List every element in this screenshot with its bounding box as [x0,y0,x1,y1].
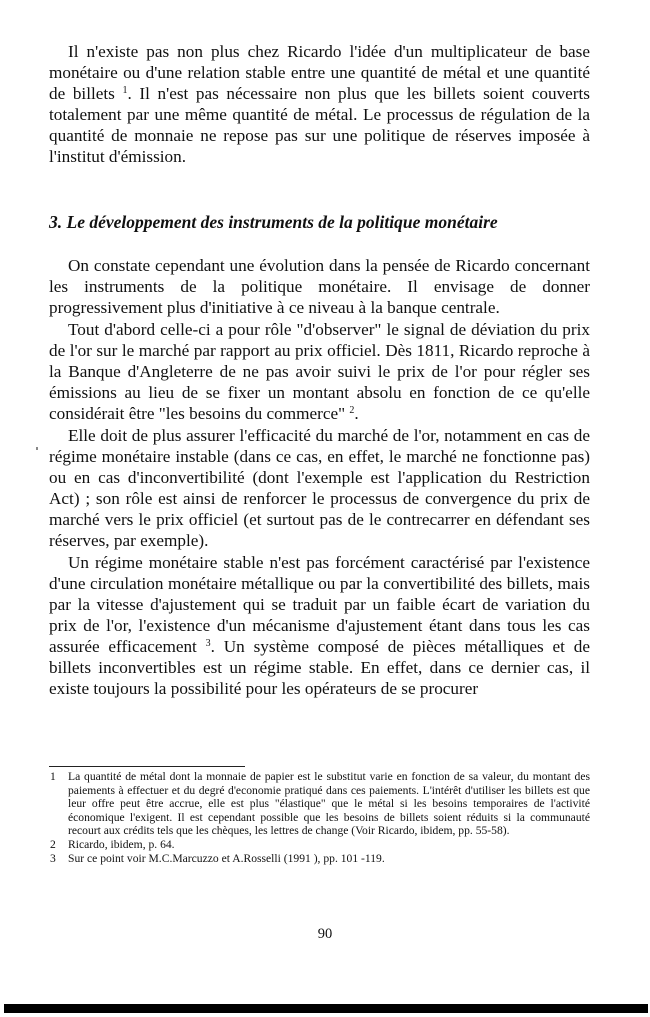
section-heading: 3. Le développement des instruments de la politique monétaire [49,212,498,232]
page-number: 90 [317,926,333,942]
paragraph-text: . [354,404,359,423]
paragraph-text: . Il n'est pas nécessaire non plus que les billets soient couverts totalement par une même quantité de métal. Le processus de régulation de la quantité de monnaie ne repose pas sur une politique de réserves imposée à l'institut d'émission. [49,84,590,166]
paragraph: Elle doit de plus assurer l'efficacité du marché de l'or, notamment en cas de régime monétaire instable (dans ce cas, en effet, le marché ne fonctionne pas) ou en cas d'inconvertibilité (dont l'exemple est l'application du Restriction Act) ; son rôle est ainsi de renforcer le processus de convergence du prix de marché vers le prix officiel (et surtout pas de le contrecarrer en défendant ses réserves, par exemple). [49,426,590,550]
footnotes [49,770,590,865]
paragraph: On constate cependant une évolution dans la pensée de Ricardo concernant les instruments de la politique monétaire. Il envisage de donner progressivement plus d'initiative à ce niveau à la banque centrale. [49,256,590,317]
scan-edge-bar [4,1004,648,1013]
footnote-text: Sur ce point voir M.C.Marcuzzo et A.Rosselli (1991 ), pp. 101 -119. [68,851,385,865]
paragraph [49,319,590,424]
paragraph-text: Un régime monétaire stable n'est pas forcément caractérisé par l'existence d'une circulation monétaire métallique ou par la convertibilité des billets, mais par la vitesse d'ajustement qui se traduit par un faible écart de variation du prix de l'or, l'existence d'un mécanisme d'ajustement étant dans tous les cas assurée efficacement [49,553,590,656]
footnote-3 [49,852,590,866]
footnote-2 [49,838,590,852]
paragraph-text: Tout d'abord celle-ci a pour rôle "d'observer" le signal de déviation du prix de l'or sur le marché par rapport au prix officiel. Dès 1811, Ricardo reproche à la Banque d'Angleterre de ne pas avoir suivi le prix de l'or pour régler ses émissions au lieu de se fixer un montant absolu en fonction de ce qu'elle considérait être "les besoins du commerce" [49,320,590,423]
body-block-2 [49,255,590,699]
footnote-text: Ricardo, ibidem, p. 64. [68,837,175,851]
paragraph-text: . Un système composé de pièces métalliques et de billets inconvertibles est un régime stable. En effet, dans ce dernier cas, il existe toujours la possibilité pour les opérateurs de se procurer [49,637,591,698]
footnote-ref-2[interactable]: 2 [349,405,355,416]
footnote-separator [49,766,245,767]
scan-artifact [36,447,38,450]
paragraph-text: Il n'existe pas non plus chez Ricardo l'idée d'un multiplicateur de base monétaire ou d'une relation stable entre une quantité de métal et une quantité de billets [49,42,590,103]
body-block-1 [49,41,590,167]
footnote-number: 3 [50,851,56,865]
footnote-1 [49,770,590,838]
footnote-number: 1 [50,770,56,783]
paragraph [49,41,590,167]
footnote-text: La quantité de métal dont la monnaie de papier est le substitut varie en fonction de sa valeur, du montant des paiements à effectuer et du degré d'economie pratiqué dans ces paiements. L'intérêt d'utiliser les billets est que leur offre peut être accrue, elle est plus "élastique" que le métal si les besoins temporaires de l'activité économique l'exigent. Il est cependant possible que les besoins de billets soient réduits si la communauté recourt aux crédits tels que les chèques, les lettres de change (Voir Ricardo, ibidem, pp. 55-58). [68,770,590,838]
footnote-ref-1[interactable]: 1 [122,85,128,96]
section-heading-block [49,212,590,233]
footnote-number: 2 [50,837,56,851]
paragraph [49,552,590,699]
footnote-ref-3[interactable]: 3 [205,638,211,649]
